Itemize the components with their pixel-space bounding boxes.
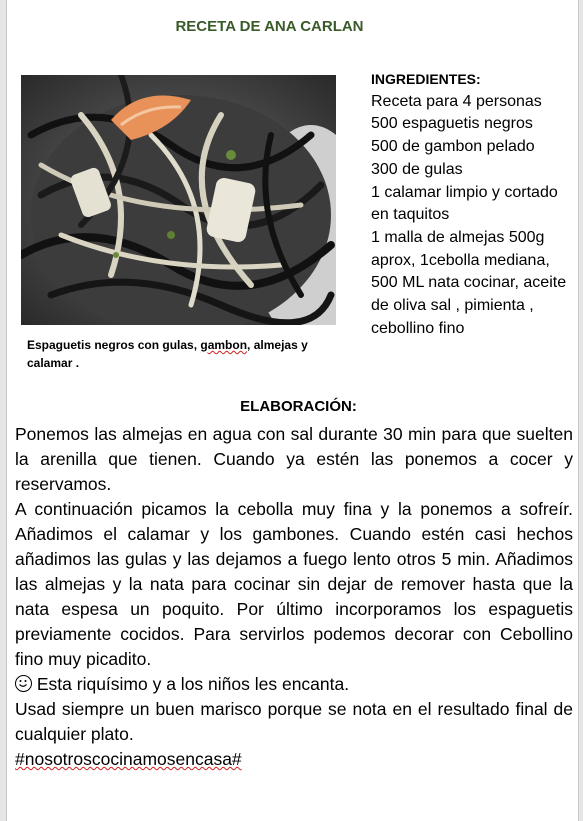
elaboration-paragraph: A continuación picamos la cebolla muy fina y la ponemos a sofreír. Añadimos el calamar y los gambones. Cuando estén casi hechos añadimos las gulas y las dejamos a fuego lento otros 5 min. Añadimos las almejas y la nata para cocinar sin dejar de remover hasta que la nata espesa un poquito. Por último incorporamos los espaguetis previamente cocidos. Para servirlos podemos decorar con Cebollino fino muy picadito. bbox=[15, 499, 573, 669]
smiley-line bbox=[15, 672, 573, 697]
caption-misspelled-word: gambon bbox=[200, 338, 248, 352]
ingredient-line: 1 calamar limpio y cortado en taquitos bbox=[371, 183, 558, 224]
photo-caption bbox=[27, 336, 327, 372]
ingredient-line: 1 malla de almejas 500g aprox, 1cebolla mediana, 500 ML nata cocinar, aceite de oliva sal , pimienta , cebollino fino bbox=[371, 228, 567, 337]
caption-text-2: , almejas y calamar . bbox=[27, 338, 308, 370]
dish-photo bbox=[21, 75, 336, 325]
caption-text-1: Espaguetis negros con gulas, bbox=[27, 338, 201, 352]
smiley-text: Esta riquísimo y a los niños les encanta. bbox=[32, 674, 350, 694]
elaboration-heading: ELABORACIÓN: bbox=[240, 398, 357, 415]
hashtag-line bbox=[15, 747, 573, 772]
ingredient-line: Receta para 4 personas bbox=[371, 92, 542, 110]
recipe-title: RECETA DE ANA CARLAN bbox=[175, 18, 364, 35]
hashtag: #nosotroscocinamosencasa# bbox=[15, 749, 242, 769]
elaboration-body bbox=[15, 422, 573, 772]
closing-paragraph: Usad siempre un buen marisco porque se nota en el resultado final de cualquier plato. bbox=[15, 699, 573, 744]
elaboration-paragraph: Ponemos las almejas en agua con sal durante 30 min para que suelten la arenilla que tienen. Cuando ya estén las ponemos a cocer y reservamos. bbox=[15, 424, 573, 494]
ingredient-line: 500 espaguetis negros bbox=[371, 115, 533, 133]
ingredient-line: 300 de gulas bbox=[371, 160, 463, 178]
ingredients-section bbox=[371, 68, 576, 340]
smiley-icon bbox=[15, 675, 32, 692]
ingredient-line: 500 de gambon pelado bbox=[371, 138, 535, 156]
ingredients-heading: INGREDIENTES: bbox=[371, 71, 481, 87]
document-page bbox=[6, 0, 579, 821]
pasta-dish-image bbox=[21, 75, 336, 325]
